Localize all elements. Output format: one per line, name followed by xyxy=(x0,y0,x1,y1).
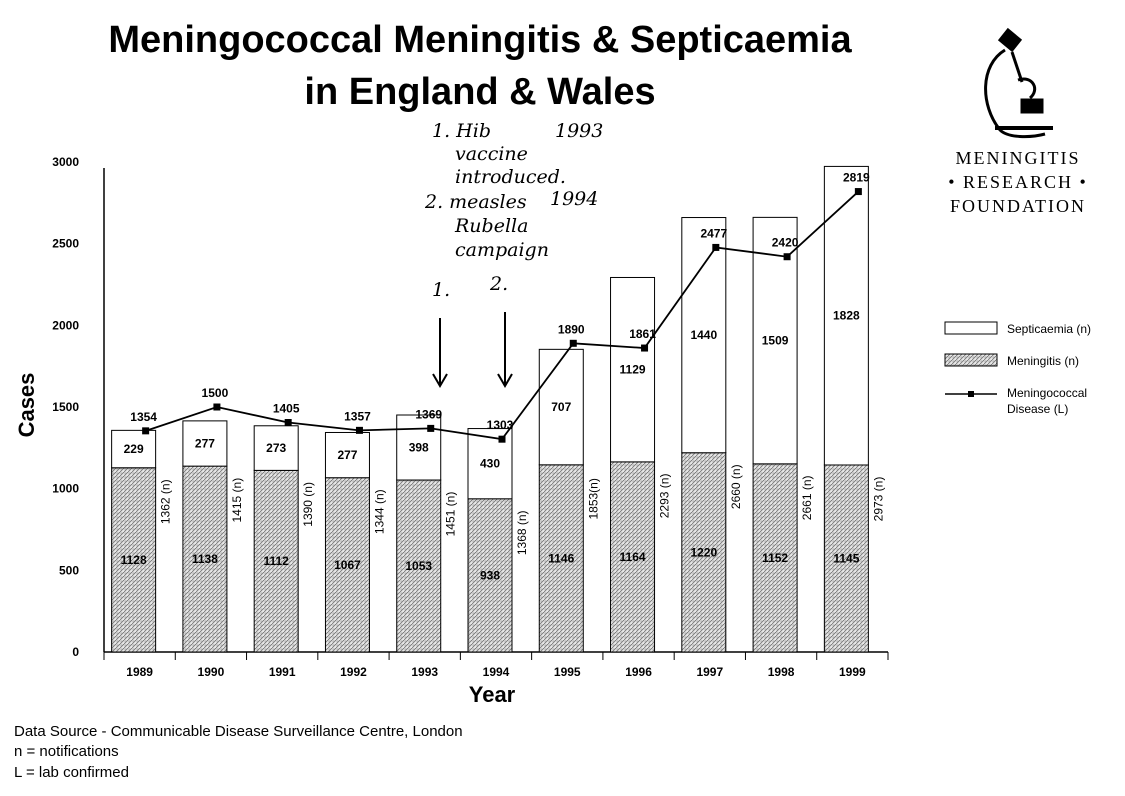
y-tick-label: 500 xyxy=(58,563,79,578)
legend-label-disease-line2: Disease (L) xyxy=(1007,402,1069,416)
bar-label-septicaemia: 229 xyxy=(123,442,144,457)
x-tick-label: 1998 xyxy=(767,665,795,679)
annotation-line1-year: 1993 xyxy=(555,120,604,142)
org-line2: • RESEARCH • xyxy=(948,172,1088,192)
bar-label-meningitis: 1146 xyxy=(548,551,575,566)
bar-label-meningitis: 1128 xyxy=(120,552,147,567)
x-tick-label: 1994 xyxy=(482,665,510,679)
disease-point-label: 1890 xyxy=(557,322,585,337)
disease-point xyxy=(712,244,719,251)
bar-label-meningitis: 1067 xyxy=(334,557,361,572)
disease-point xyxy=(570,340,577,347)
x-tick-label: 1996 xyxy=(625,665,652,679)
annotation-line4: 2. measles xyxy=(425,191,527,213)
org-line3: FOUNDATION xyxy=(950,196,1086,216)
bar-label-septicaemia: 1440 xyxy=(690,328,718,343)
bar-label-meningitis: 1145 xyxy=(833,551,860,566)
y-tick-label: 2000 xyxy=(52,318,79,333)
bar-label-meningitis: 1138 xyxy=(191,552,218,567)
legend-swatch-meningitis xyxy=(945,354,997,366)
bar-total-label: 1368 (n) xyxy=(515,510,529,556)
bar-label-septicaemia: 273 xyxy=(266,441,287,456)
annotation-line3: introduced. xyxy=(455,166,566,188)
bar-label-septicaemia: 398 xyxy=(408,440,429,455)
disease-point-label: 1354 xyxy=(130,409,157,424)
annotation-line2: vaccine xyxy=(455,143,528,165)
bar-label-septicaemia: 1129 xyxy=(619,362,646,377)
legend-marker-icon xyxy=(968,391,974,397)
disease-point xyxy=(142,427,149,434)
arrow-2-icon xyxy=(498,312,512,386)
footer-source: Data Source - Communicable Disease Surveillance Centre, London xyxy=(14,723,463,740)
legend-label-septicaemia: Septicaemia (n) xyxy=(1007,322,1092,336)
x-tick-label: 1993 xyxy=(411,665,439,679)
disease-point-label: 1369 xyxy=(415,407,443,422)
bar-total-label: 1853(n) xyxy=(586,478,601,520)
footer-n-note: n = notifications xyxy=(14,743,119,760)
bar-total-label: 1362 (n) xyxy=(158,479,173,525)
bar-label-septicaemia: 1509 xyxy=(761,333,789,348)
legend xyxy=(945,322,1091,416)
annotation-line4-year: 1994 xyxy=(550,188,599,210)
bar-total-label: 1390 (n) xyxy=(301,482,316,527)
disease-point-label: 2819 xyxy=(843,170,870,185)
y-tick-label: 1000 xyxy=(52,481,79,496)
bar-total-label: 2293 (n) xyxy=(657,473,672,519)
microscope-icon xyxy=(986,30,1053,137)
arrow-label-2: 2. xyxy=(490,273,509,295)
x-tick-label: 1989 xyxy=(126,665,153,679)
bar-label-septicaemia: 707 xyxy=(551,400,572,415)
bar-total-label: 1344 (n) xyxy=(372,489,387,535)
y-tick-label: 1500 xyxy=(52,400,79,414)
disease-point xyxy=(356,427,363,434)
annotation-line6: campaign xyxy=(455,239,549,261)
bar-label-meningitis: 1112 xyxy=(263,554,289,569)
legend-label-disease-line1: Meningococcal xyxy=(1007,386,1088,400)
bar-total-label: 2660 (n) xyxy=(728,464,743,510)
legend-swatch-septicaemia xyxy=(945,322,997,334)
org-line1: MENINGITIS xyxy=(955,148,1081,168)
disease-point xyxy=(213,404,220,411)
annotation-line5: Rubella xyxy=(455,215,529,237)
y-axis-title: Cases xyxy=(14,372,39,438)
disease-point xyxy=(427,425,434,432)
x-axis-title: Year xyxy=(468,682,516,707)
arrow-label-1: 1. xyxy=(432,279,451,301)
disease-point-label: 1303 xyxy=(486,418,514,433)
disease-point-label: 2420 xyxy=(771,235,799,250)
bar-total-label: 1451 (n) xyxy=(443,491,458,537)
x-tick-label: 1990 xyxy=(197,665,225,679)
bar-label-meningitis: 1220 xyxy=(690,545,718,560)
x-tick-label: 1992 xyxy=(340,665,367,679)
bar-label-septicaemia: 430 xyxy=(479,456,501,471)
bar-label-septicaemia: 277 xyxy=(337,448,358,463)
bar-total-label: 2973 (n) xyxy=(871,476,886,522)
y-tick-label: 2500 xyxy=(52,236,79,251)
y-tick-label: 3000 xyxy=(52,155,79,169)
disease-point-label: 1357 xyxy=(344,409,371,424)
x-tick-label: 1995 xyxy=(553,665,581,679)
bar-label-septicaemia: 277 xyxy=(194,436,215,451)
arrow-1-icon xyxy=(433,318,447,386)
footer-l-note: L = lab confirmed xyxy=(14,764,129,781)
bar-label-meningitis: 1152 xyxy=(762,550,789,565)
bar-total-label: 2661 (n) xyxy=(800,475,815,521)
bar-total-label: 1415 (n) xyxy=(229,477,244,523)
disease-point-label: 1861 xyxy=(629,327,656,342)
disease-point-label: 1405 xyxy=(272,401,300,416)
x-tick-label: 1991 xyxy=(268,665,296,679)
bar-label-meningitis: 1164 xyxy=(619,549,646,564)
chart-title-line2: in England & Wales xyxy=(304,71,656,113)
bar-label-septicaemia: 1828 xyxy=(833,308,860,323)
annotation-line1: 1. Hib xyxy=(432,120,491,142)
disease-point-label: 1500 xyxy=(201,386,229,400)
disease-point xyxy=(784,253,791,260)
bar-label-meningitis: 1053 xyxy=(405,559,433,574)
x-tick-label: 1999 xyxy=(839,665,866,679)
legend-label-meningitis: Meningitis (n) xyxy=(1007,354,1080,368)
disease-point xyxy=(285,419,292,426)
chart-title-line1: Meningococcal Meningitis & Septicaemia xyxy=(108,19,852,61)
disease-point-label: 2477 xyxy=(700,226,728,241)
disease-point xyxy=(641,345,648,352)
disease-point xyxy=(855,188,862,195)
y-tick-label: 0 xyxy=(72,645,79,659)
disease-point xyxy=(499,436,506,443)
bar-label-meningitis: 938 xyxy=(479,568,501,583)
x-tick-label: 1997 xyxy=(696,665,724,679)
